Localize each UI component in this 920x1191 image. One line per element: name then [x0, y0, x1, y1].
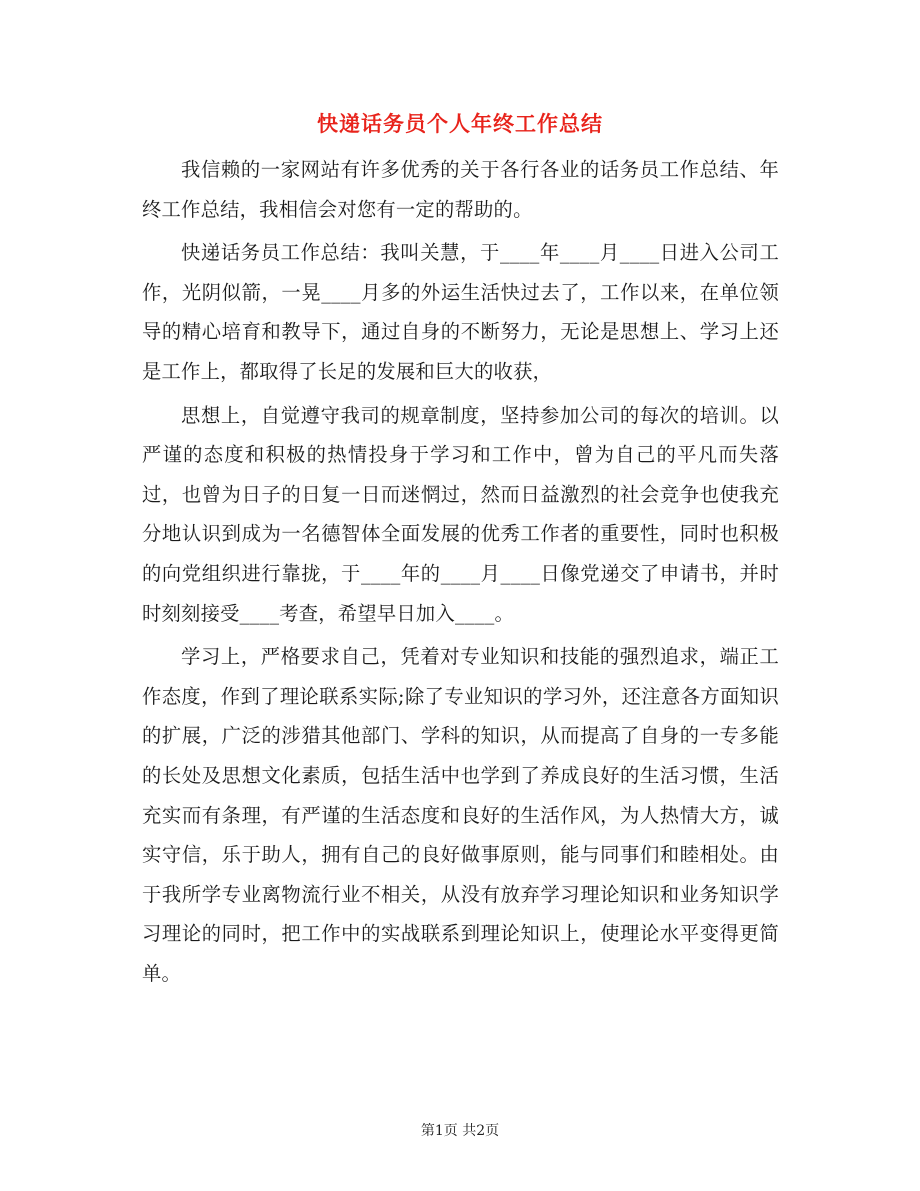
paragraph-study: 学习上，严格要求自己，凭着对专业知识和技能的强烈追求，端正工作态度，作到了理论联系实际;除了专业知识的学习外，还注意各方面知识的扩展，广泛的涉猎其他部门、学科的知识，从而提高了自身的一专多能的长处及思想文化素质，包括生活中也学到了养成良好的生活习惯，生活充实而有条理，有严谨的生活态度和良好的生活作风，为人热情大方，诚实守信，乐于助人，拥有自己的良好做事原则，能与同事们和睦相处。由于我所学专业离物流行业不相关，从没有放弃学习理论知识和业务知识学习理论的同时，把工作中的实战联系到理论知识上，使理论水平变得更简单。 — [142, 645, 779, 985]
document-title: 快递话务员个人年终工作总结 — [317, 112, 603, 136]
paragraph-intro: 我信赖的一家网站有许多优秀的关于各行各业的话务员工作总结、年终工作总结，我相信会对您有一定的帮助的。 — [142, 158, 779, 221]
page-number-footer: 第1页 共2页 — [420, 1123, 500, 1139]
paragraph-thought: 思想上，自觉遵守我司的规章制度，坚持参加公司的每次的培训。以严谨的态度和积极的热情投身于学习和工作中，曾为自己的平凡而失落过，也曾为日子的日复一日而迷惘过，然而日益激烈的社会竞争也使我充分地认识到成为一名德智体全面发展的优秀工作者的重要性，同时也积极的向党组织进行靠拢，于____年的____月____日像党递交了申请书，并时时刻刻接受____考查，希望早日加入____。 — [142, 403, 779, 625]
document-body — [142, 150, 779, 993]
paragraph-self-introduction: 快递话务员工作总结：我叫关慧，于____年____月____日进入公司工作，光阴似箭，一晃____月多的外运生活快过去了，工作以来，在单位领导的精心培育和教导下，通过自身的不断努力，无论是思想上、学习上还是工作上，都取得了长足的发展和巨大的收获， — [142, 241, 779, 383]
